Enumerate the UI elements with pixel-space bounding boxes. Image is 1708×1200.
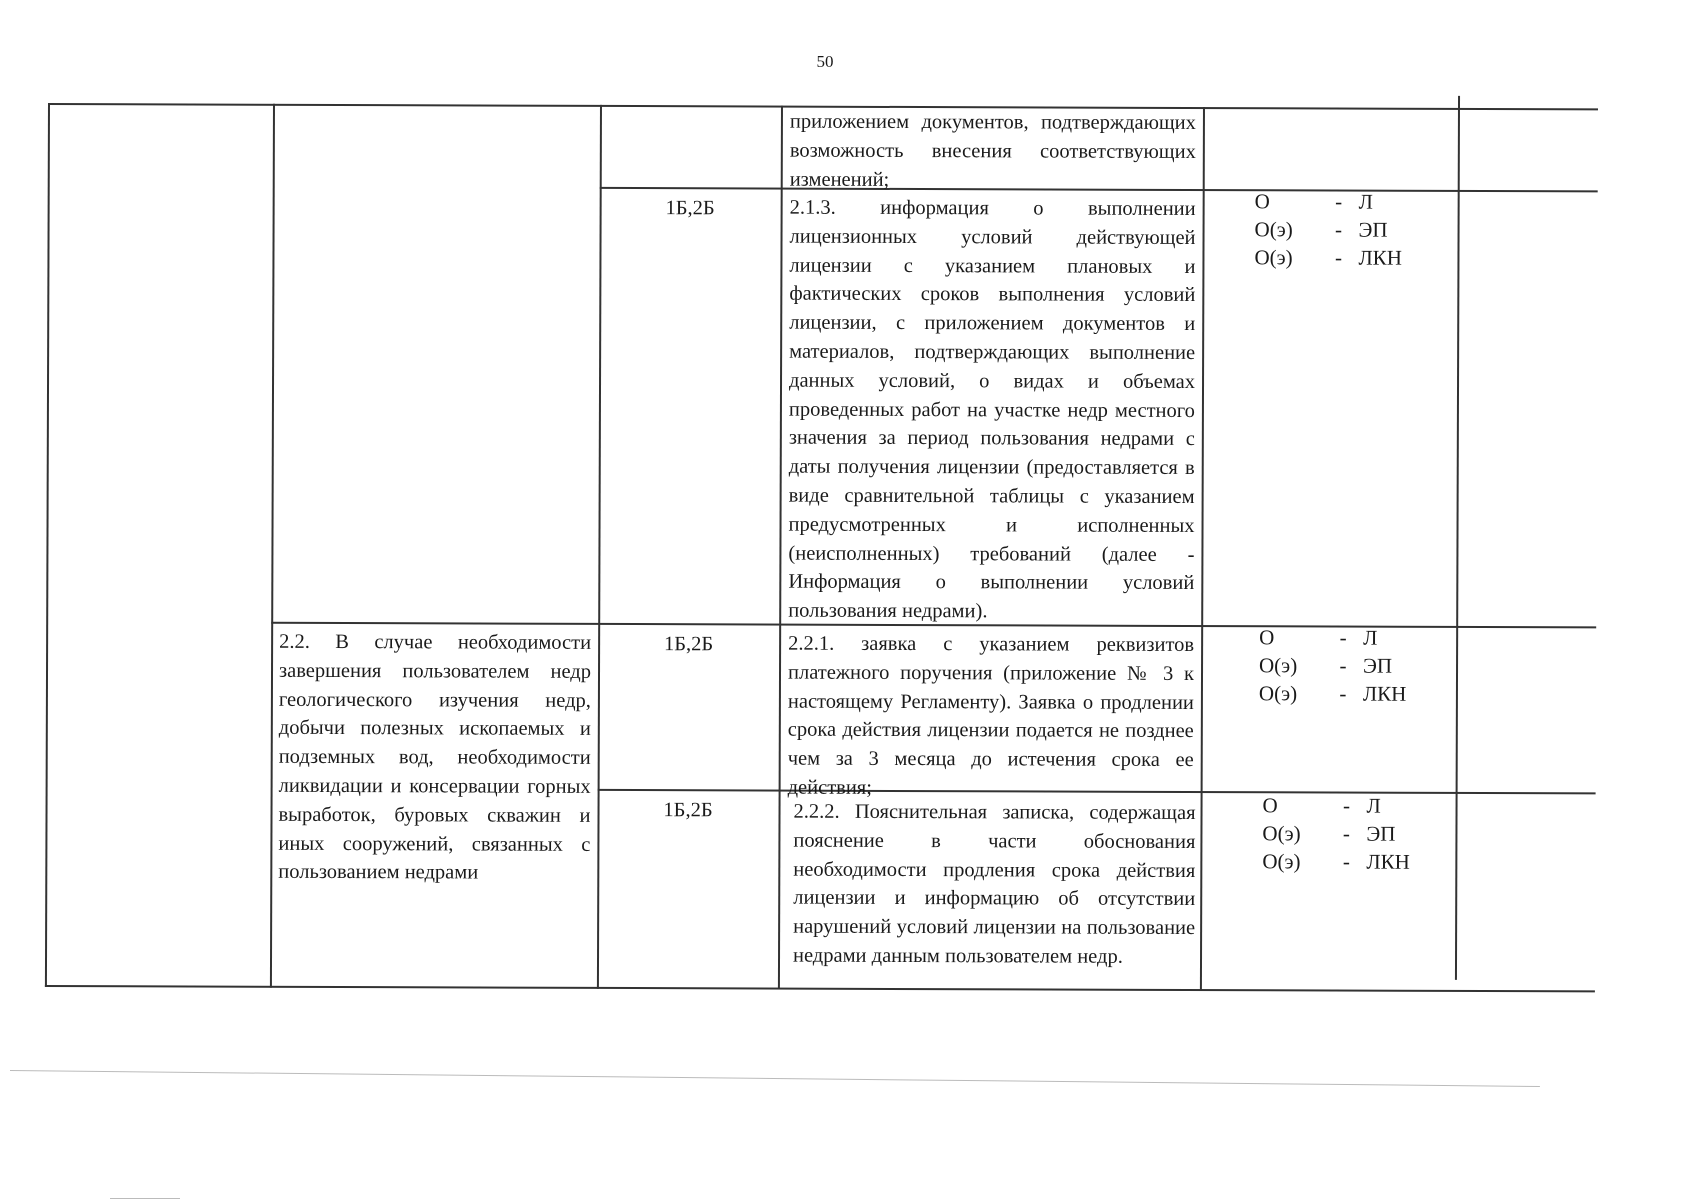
category-code: 1Б,2Б [663,799,713,822]
form-row: О(э) - ЛКН [1254,245,1402,270]
document-text: приложением документов, подтверждающих возможность внесения соответствующих изменений; [789,110,1196,191]
submission-forms [1254,187,1438,272]
col-border [597,105,602,989]
table-bottom-border [45,985,1595,992]
form-row: О(э) - ЭП [1254,217,1388,242]
page-number: 50 [816,52,834,71]
form-row: О(э) - ЛКН [1262,849,1410,874]
form-row: О - Л [1262,793,1381,818]
form-row: О - Л [1259,625,1378,650]
category-code: 1Б,2Б [665,197,715,220]
form-row: О(э) - ЭП [1262,821,1396,846]
col-border-left [45,103,50,987]
submission-forms [1259,623,1443,708]
scan-artifact-line [110,1198,180,1199]
requirements-table [45,103,1598,1092]
col-border [1200,107,1205,991]
form-row: О - Л [1254,189,1373,214]
document-text: 2.1.3. информация о выполнении лицензионных условий действующей лицензии с указанием плановых и фактических сроков выполнения условий лицензии, с приложением документов и материалов, подтверждающих выполнение данных условий, о видах и объемах проведенных работ на участке недр местного значения за период пользования недрами с даты получения лицензии (предоставляется в виде сравнительной таблицы с указанием предусмотренных и исполненных (неисполненных) требований (далее - Информация о выполнении условий пользования недрами). [788,196,1196,623]
col-border [778,106,783,990]
col-border-right [1455,96,1460,980]
category-code: 1Б,2Б [663,633,714,656]
form-row: О(э) - ЭП [1259,653,1393,678]
case-description: 2.2. В случае необходимости завершения пользователем недр геологического изучения недр, добычи полезных ископаемых и подземных вод, необходимости ликвидации и консервации горных выработок, буровых скважин и иных сооружений, связанных с пользованием недрами [278,630,592,884]
document-text: 2.2.2. Пояснительная записка, содержащая пояснение в части обоснования необходимости продления срока действия лицензии и информацию об отсутствии нарушений условий лицензии на пользование недрами данным пользователем недр. [792,800,1196,968]
document-text: 2.2.1. заявка с указанием реквизитов платежного поручения (приложение № 3 к настоящему Регламенту). Заявка о продлении срока действия лицензии подается не позднее чем за 3 месяца до истечения срока ее действия; [787,632,1195,799]
submission-forms [1262,791,1446,876]
col-border [270,104,275,988]
form-row: О(э) - ЛКН [1258,681,1407,706]
